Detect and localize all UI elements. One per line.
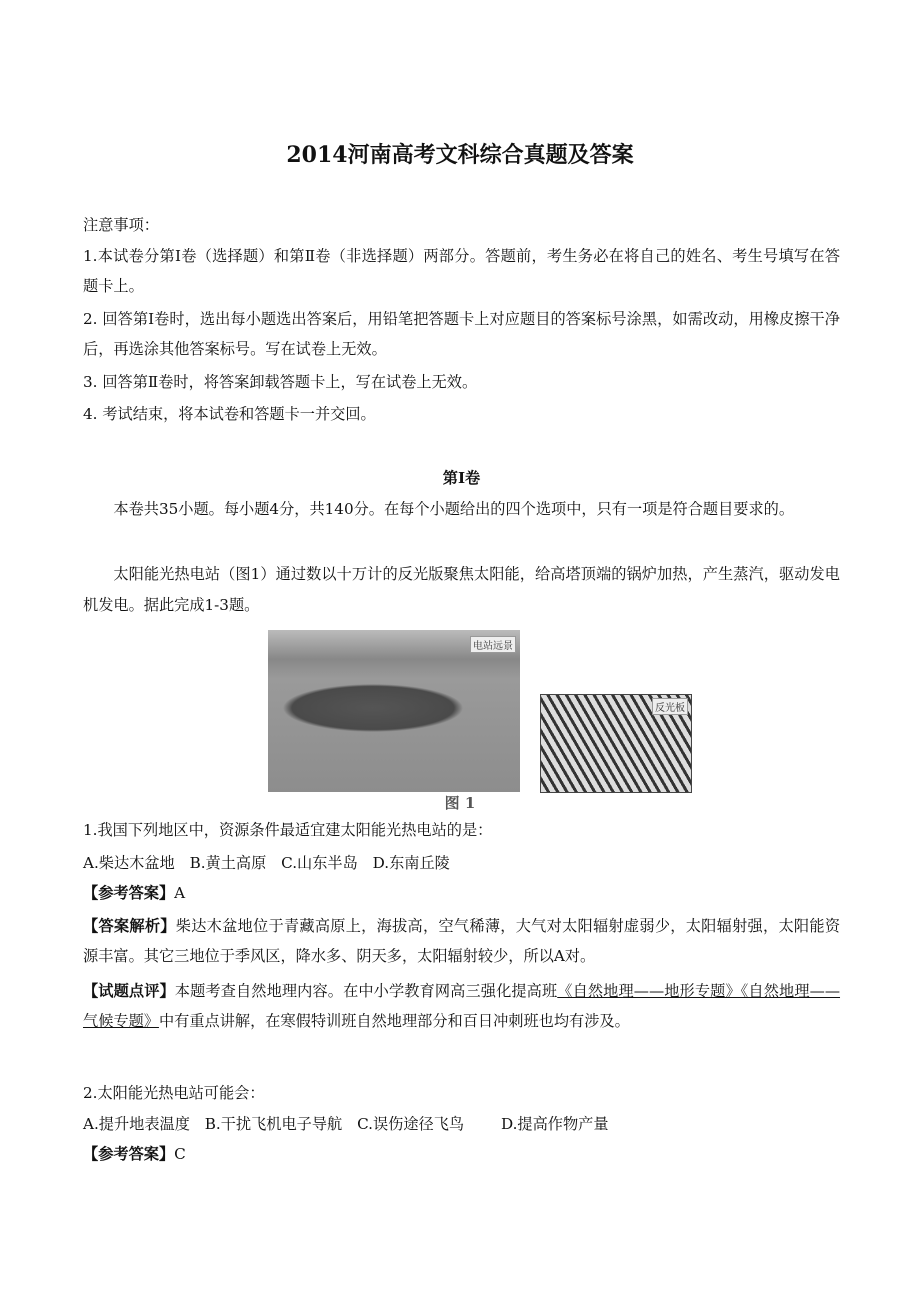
question-stem: 1.我国下列地区中，资源条件最适宜建太阳能光热电站的是： [83, 821, 493, 839]
option-a: A.柴达木盆地 [83, 853, 175, 872]
review-tag: 【试题点评】 [83, 981, 175, 1000]
notice-item: 3. 回答第Ⅱ卷时，将答案卸载答题卡上，写在试卷上无效。 [83, 372, 478, 391]
option-b: B.黄土高原 [189, 853, 267, 872]
photo-reflector-closeup [540, 694, 692, 793]
option-d: D.东南丘陵 [372, 853, 450, 872]
option-a: A.提升地表温度 [83, 1114, 190, 1133]
figure-solar-station [266, 626, 692, 792]
answer-tag: 【参考答案】 [83, 884, 175, 902]
option-d: D.提高作物产量 [500, 1114, 609, 1133]
section-heading: 第Ⅰ卷 [442, 469, 481, 487]
answer-line [83, 878, 840, 909]
notice-item: 1.本试卷分第Ⅰ卷（选择题）和第Ⅱ卷（非选择题）两部分。答题前，考生务必在将自己的姓名、考生号填写在答题卡上。 [83, 246, 840, 295]
figure-caption: 图 1 [444, 794, 476, 812]
section-one [83, 463, 840, 524]
answer-tag: 【参考答案】 [83, 1145, 175, 1163]
section-intro: 本卷共35小题。每小题4分，共140分。在每个小题给出的四个选项中，只有一项是符合题目要求的。 [113, 499, 795, 518]
answer-value: A [174, 884, 186, 902]
review-text-post: 中有重点讲解，在寒假特训班自然地理部分和百日冲刺班也均有涉及。 [158, 1012, 630, 1030]
option-b: B.干扰飞机电子导航 [204, 1114, 343, 1133]
passage: 太阳能光热电站（图1）通过数以十万计的反光版聚焦太阳能，给高塔顶端的锅炉加热，产生蒸汽，驱动发电机发电。据此完成1-3题。 [83, 565, 840, 614]
photo-label-main: 电站远景 [470, 636, 516, 653]
photo-station-overview [268, 630, 520, 792]
question-options [83, 1109, 840, 1140]
page-title: 2014河南高考文科综合真题及答案 [286, 142, 634, 168]
question-options [83, 848, 840, 879]
notice-section [83, 210, 840, 430]
option-c: C.山东半岛 [281, 853, 358, 872]
answer-value: C [174, 1145, 186, 1163]
course-link[interactable]: 《自然地理——地形专题》《自然地理——气候专题》 [83, 981, 841, 1030]
notice-item: 2. 回答第Ⅰ卷时，选出每小题选出答案后，用铅笔把答题卡上对应题目的答案标号涂黑，如需改动，用橡皮擦干净后，再选涂其他答案标号。写在试卷上无效。 [83, 309, 840, 358]
question-stem: 2.太阳能光热电站可能会： [83, 1084, 265, 1102]
option-c: C.误伤途径飞鸟 [357, 1114, 465, 1133]
question-1 [83, 815, 840, 1037]
notice-item: 4. 考试结束，将本试卷和答题卡一并交回。 [83, 405, 376, 423]
photo-label-inset: 反光板 [652, 698, 688, 715]
analysis-text: 柴达木盆地位于青藏高原上，海拔高，空气稀薄，大气对太阳辐射虚弱少，太阳辐射强，太阳能资源丰富。其它三地位于季风区，降水多、阴天多，太阳辐射较少，所以A对。 [83, 916, 841, 965]
answer-line [83, 1139, 840, 1170]
notice-heading: 注意事项： [83, 216, 159, 234]
review-text-pre: 本题考查自然地理内容。在中小学教育网高三强化提高班 [174, 981, 558, 1000]
analysis [83, 911, 840, 972]
question-2 [83, 1078, 840, 1170]
analysis-tag: 【答案解析】 [83, 916, 176, 935]
review [83, 976, 840, 1037]
